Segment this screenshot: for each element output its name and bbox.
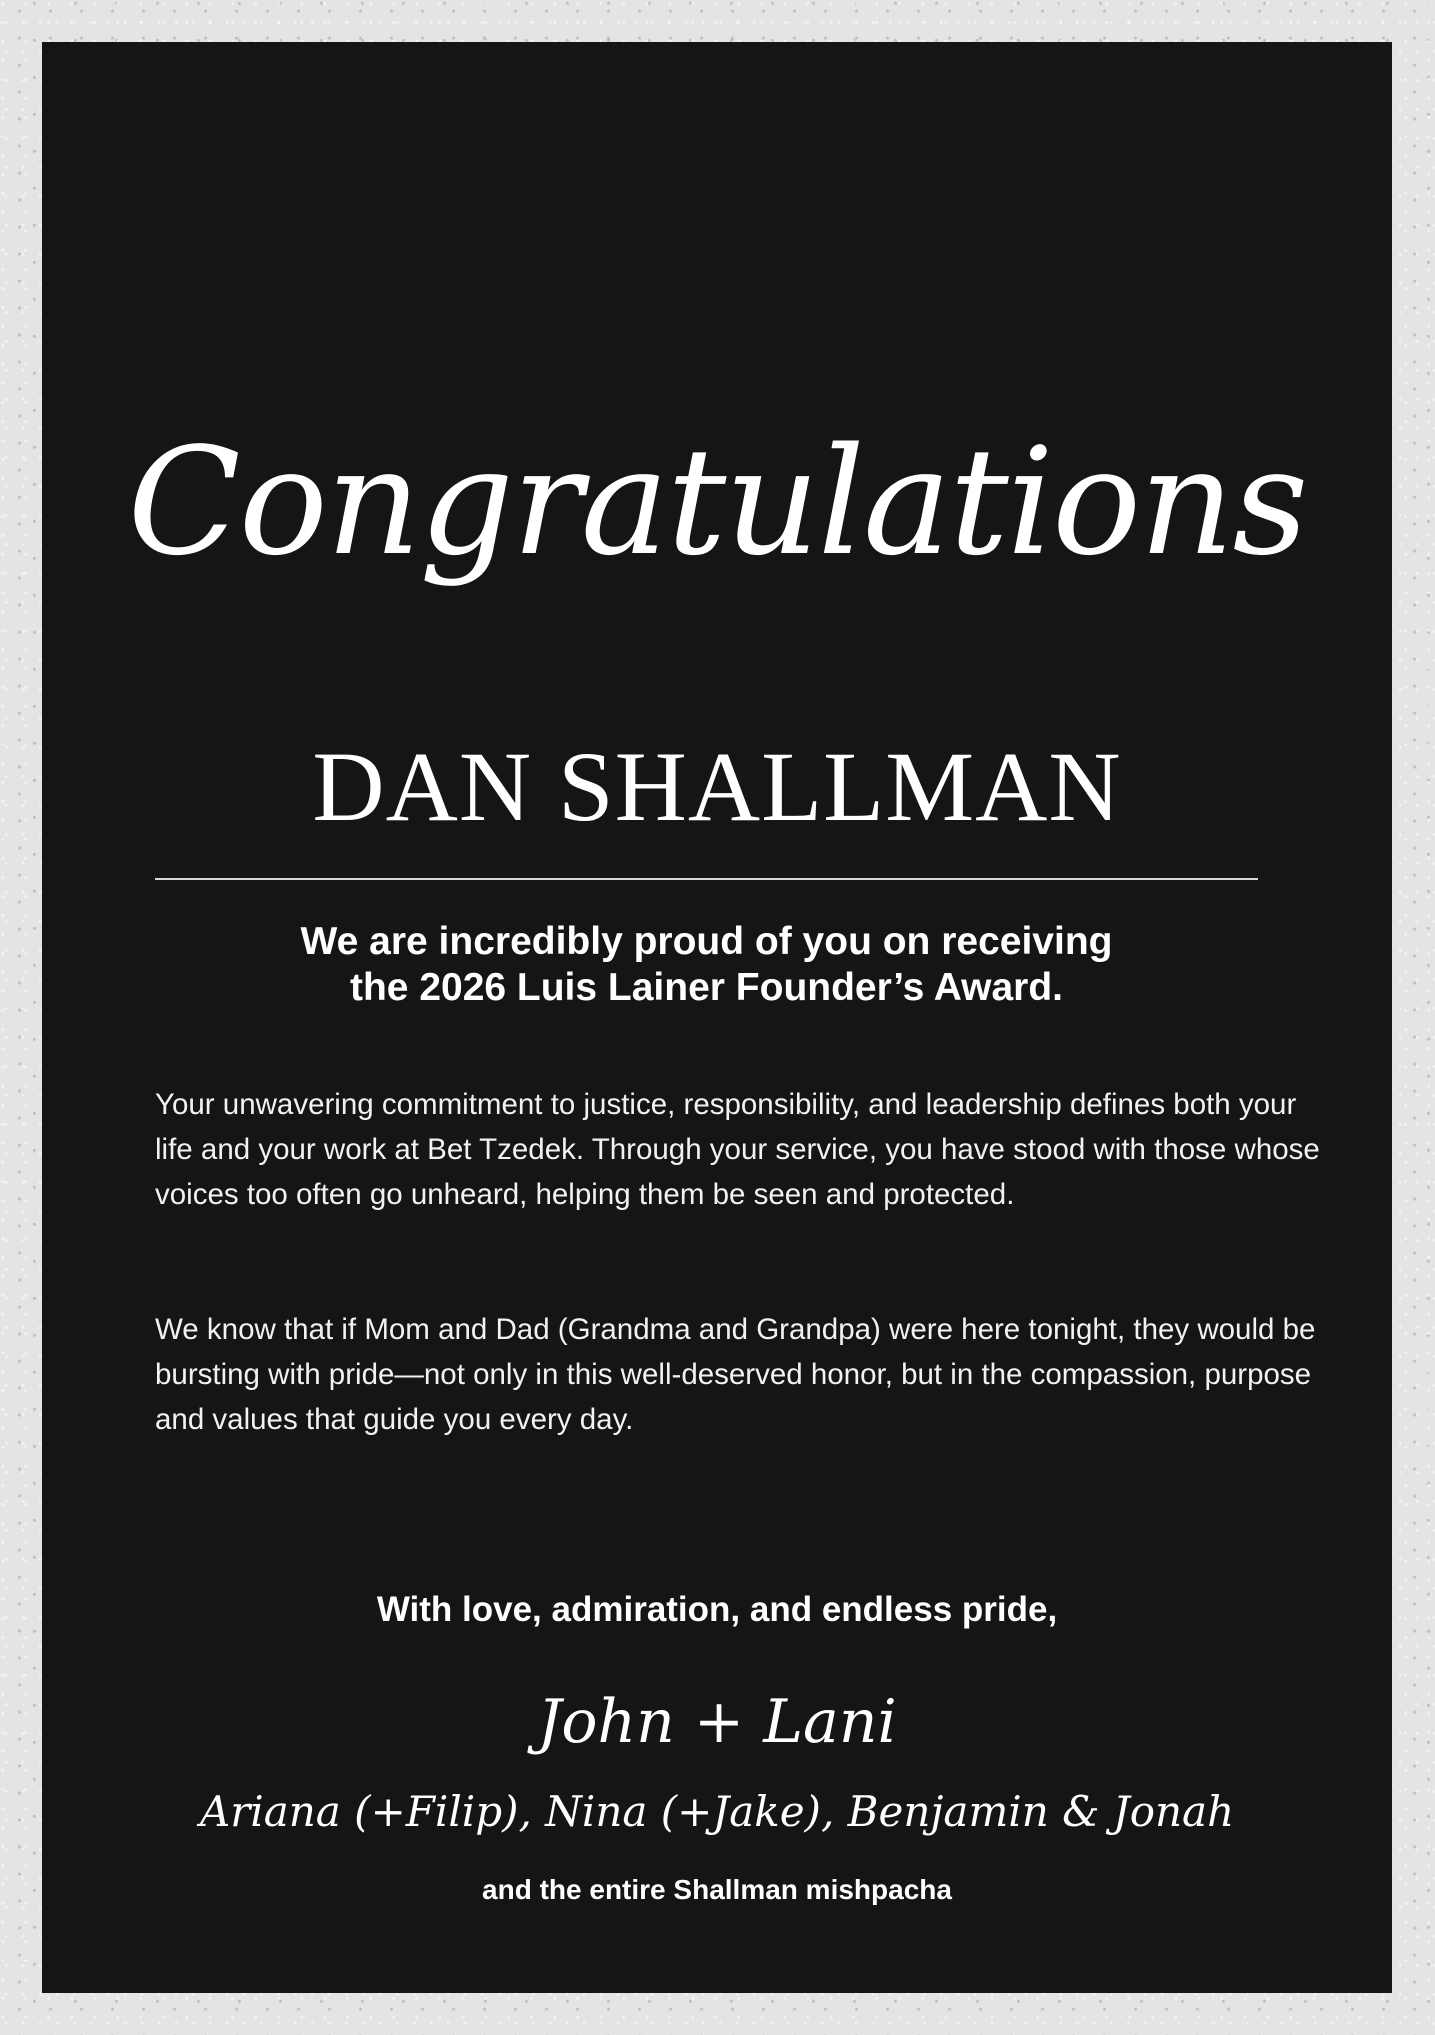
signature-parents: John + Lani	[537, 1687, 897, 1757]
commitment-paragraph: Your unwavering commitment to justice, responsibility, and leadership defines both your life and your work at Bet Tzedek. Through your service, you have stood with those whose voices too often go unheard, helping them be seen and protected.	[155, 1088, 1320, 1211]
award-statement	[155, 919, 1258, 1011]
honoree-name: DAN SHALLMAN	[312, 731, 1122, 842]
congratulations-title: Congratulations	[127, 416, 1307, 588]
pride-paragraph: We know that if Mom and Dad (Grandma and Grandpa) were here tonight, they would be bursting with pride—not only in this well-deserved honor, but in the compassion, purpose and values that guide you every day.	[155, 1313, 1316, 1436]
family-line: and the entire Shallman mishpacha	[482, 1874, 952, 1905]
divider-line	[155, 878, 1258, 880]
signature-children: Ariana (+Filip), Nina (+Jake), Benjamin & Jonah	[199, 1787, 1235, 1836]
certificate-card	[42, 42, 1392, 1993]
award-statement-line-1: We are incredibly proud of you on receiving	[300, 920, 1113, 963]
award-statement-line-2: the 2026 Luis Lainer Founder’s Award.	[349, 966, 1064, 1009]
closing-line: With love, admiration, and endless pride,	[376, 1590, 1058, 1629]
